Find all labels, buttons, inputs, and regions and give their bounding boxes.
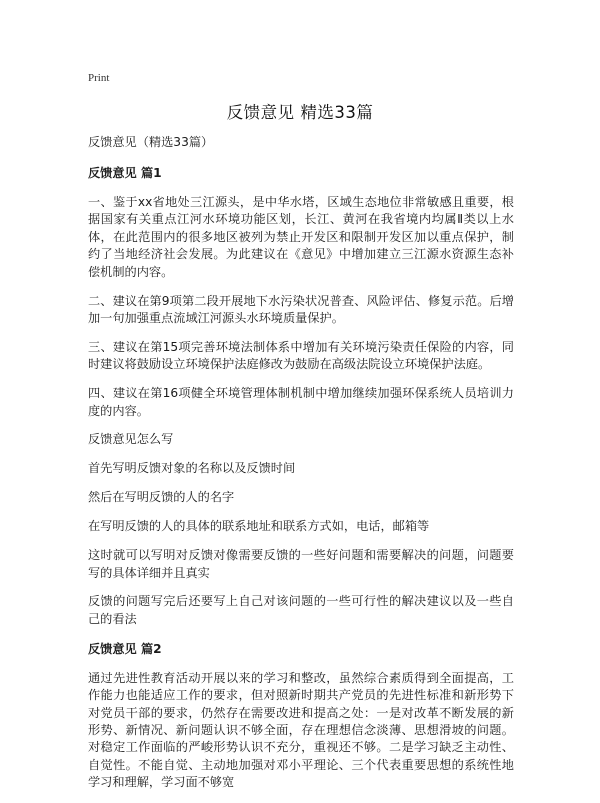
section-1 [88, 164, 514, 628]
section-heading: 反馈意见 篇1 [88, 166, 162, 180]
page-title: 反馈意见 精选33篇 [226, 103, 374, 122]
document-body [88, 133, 514, 803]
paragraph: 一、鉴于xx省地处三江源头，是中华水塔，区域生态地位非常敏感且重要，根据国家有关重点江河水环境功能区划，长江、黄河在我省境内均属Ⅱ类以上水体，在此范围内的很多地区被列为禁止开发区和限制开发区加以重点保护，制约了当地经济社会发展。为此建议在《意见》中增加建立三江源水资源生态补偿机制的内容。 [88, 195, 514, 279]
section-2 [88, 640, 514, 792]
document-subtitle: 反馈意见（精选33篇） [88, 135, 214, 149]
print-label: Print [88, 72, 110, 84]
paragraph: 二、建议在第9项第二段开展地下水污染状况普查、风险评估、修复示范。后增加一句加强重点流域江河源头水环境质量保护。 [88, 293, 514, 325]
section-heading: 反馈意见 篇2 [88, 641, 162, 656]
paragraph: 在写明反馈的人的具体的联系地址和联系方式如，电话，邮箱等 [88, 519, 430, 534]
paragraph: 然后在写明反馈的人的名字 [88, 490, 235, 505]
paragraph: 通过先进性教育活动开展以来的学习和整改，虽然综合素质得到全面提高，工作能力也能适应工作的要求，但对照新时期共产党员的先进性标准和新形势下对党员干部的要求，仍然存在需要改进和提高之处：一是对改革不断发展的新形势、新情况、新问题认识不够全面，存在理想信念淡薄、思想滑坡的问题。对稳定工作面临的严峻形势认识不充分，重视还不够。二是学习缺乏主动性、自觉性。不能自觉、主动地加强对邓小平理论、三个代表重要思想的系统性地学习和理解，学习面不够宽 [88, 670, 514, 790]
paragraph: 首先写明反馈对象的名称以及反馈时间 [88, 461, 296, 476]
paragraph: 反馈意见怎么写 [88, 432, 174, 447]
paragraph: 反馈的问题写完后还要写上自己对该问题的一些可行性的解决建议以及一些自己的看法 [88, 594, 514, 626]
paragraph: 四、建议在第16项健全环境管理体制机制中增加继续加强环保系统人员培训力度的内容。 [88, 386, 514, 418]
paragraph: 这时就可以写明对反馈对像需要反馈的一些好问题和需要解决的问题，问题要写的具体详细并且真实 [88, 548, 514, 580]
paragraph: 三、建议在第15项完善环境法制体系中增加有关环境污染责任保险的内容，同时建议将鼓励设立环境保护法庭修改为鼓励在高级法院设立环境保护法庭。 [88, 339, 514, 372]
